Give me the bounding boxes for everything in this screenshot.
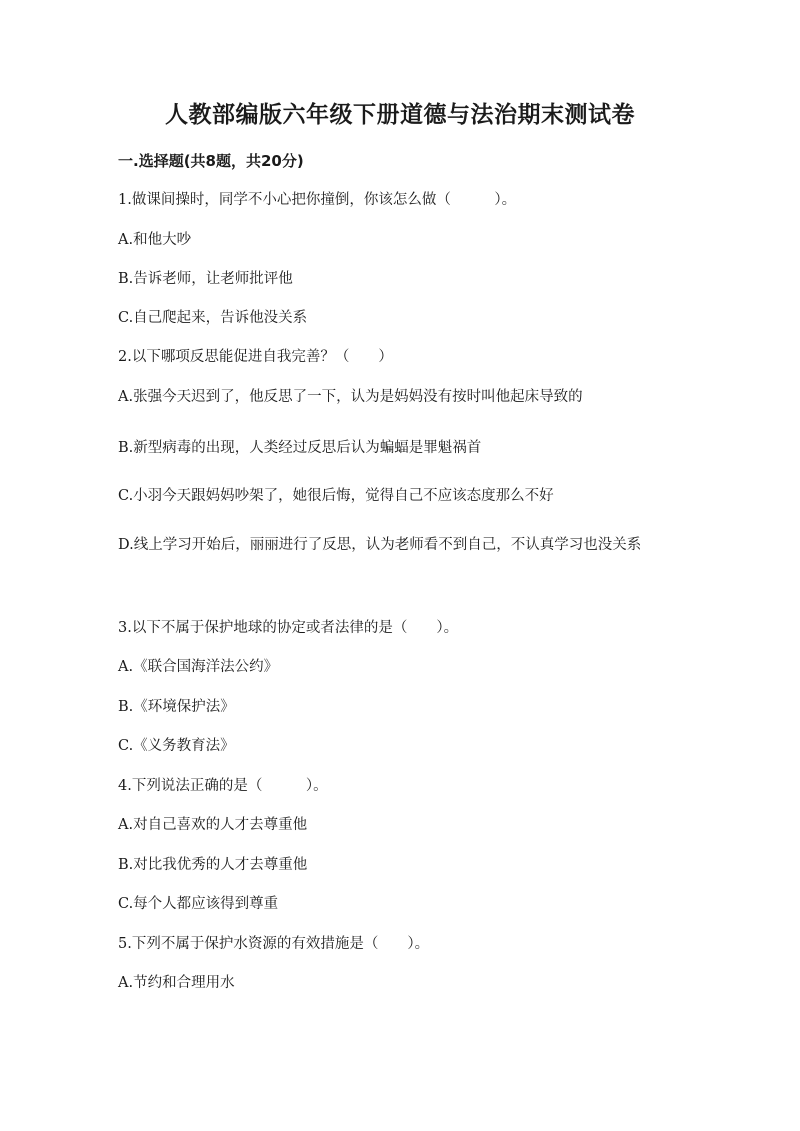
answer-option: D.线上学习开始后，丽丽进行了反思，认为老师看不到自己，不认真学习也没关系	[118, 537, 642, 553]
answer-option: A.《联合国海洋法公约》	[118, 659, 279, 675]
question-stem: 3.以下不属于保护地球的协定或者法律的是（ ）。	[118, 620, 459, 636]
answer-option: C.《义务教育法》	[118, 738, 235, 754]
answer-option: B.告诉老师，让老师批评他	[118, 271, 293, 287]
answer-option: B.新型病毒的出现，人类经过反思后认为蝙蝠是罪魁祸首	[118, 440, 482, 456]
answer-option: B.对比我优秀的人才去尊重他	[118, 857, 308, 873]
answer-option: C.自己爬起来，告诉他没关系	[118, 310, 308, 326]
answer-option: A.和他大吵	[118, 232, 192, 248]
question-stem: 5.下列不属于保护水资源的有效措施是（ ）。	[118, 936, 430, 952]
answer-option: A.节约和合理用水	[118, 975, 235, 991]
question-stem: 2.以下哪项反思能促进自我完善？（ ）	[118, 349, 393, 365]
question-stem: 1.做课间操时，同学不小心把你撞倒，你该怎么做（ ）。	[118, 192, 517, 208]
answer-option: A.张强今天迟到了，他反思了一下，认为是妈妈没有按时叫他起床导致的	[118, 389, 583, 405]
answer-option: C.每个人都应该得到尊重	[118, 896, 279, 912]
section-heading: 一.选择题(共8题，共20分)	[118, 152, 304, 170]
question-stem: 4.下列说法正确的是（ ）。	[118, 778, 328, 794]
page-title: 人教部编版六年级下册道德与法治期末测试卷	[165, 102, 635, 128]
answer-option: B.《环境保护法》	[118, 699, 235, 715]
answer-option: C.小羽今天跟妈妈吵架了，她很后悔，觉得自己不应该态度那么不好	[118, 488, 554, 504]
answer-option: A.对自己喜欢的人才去尊重他	[118, 817, 308, 833]
